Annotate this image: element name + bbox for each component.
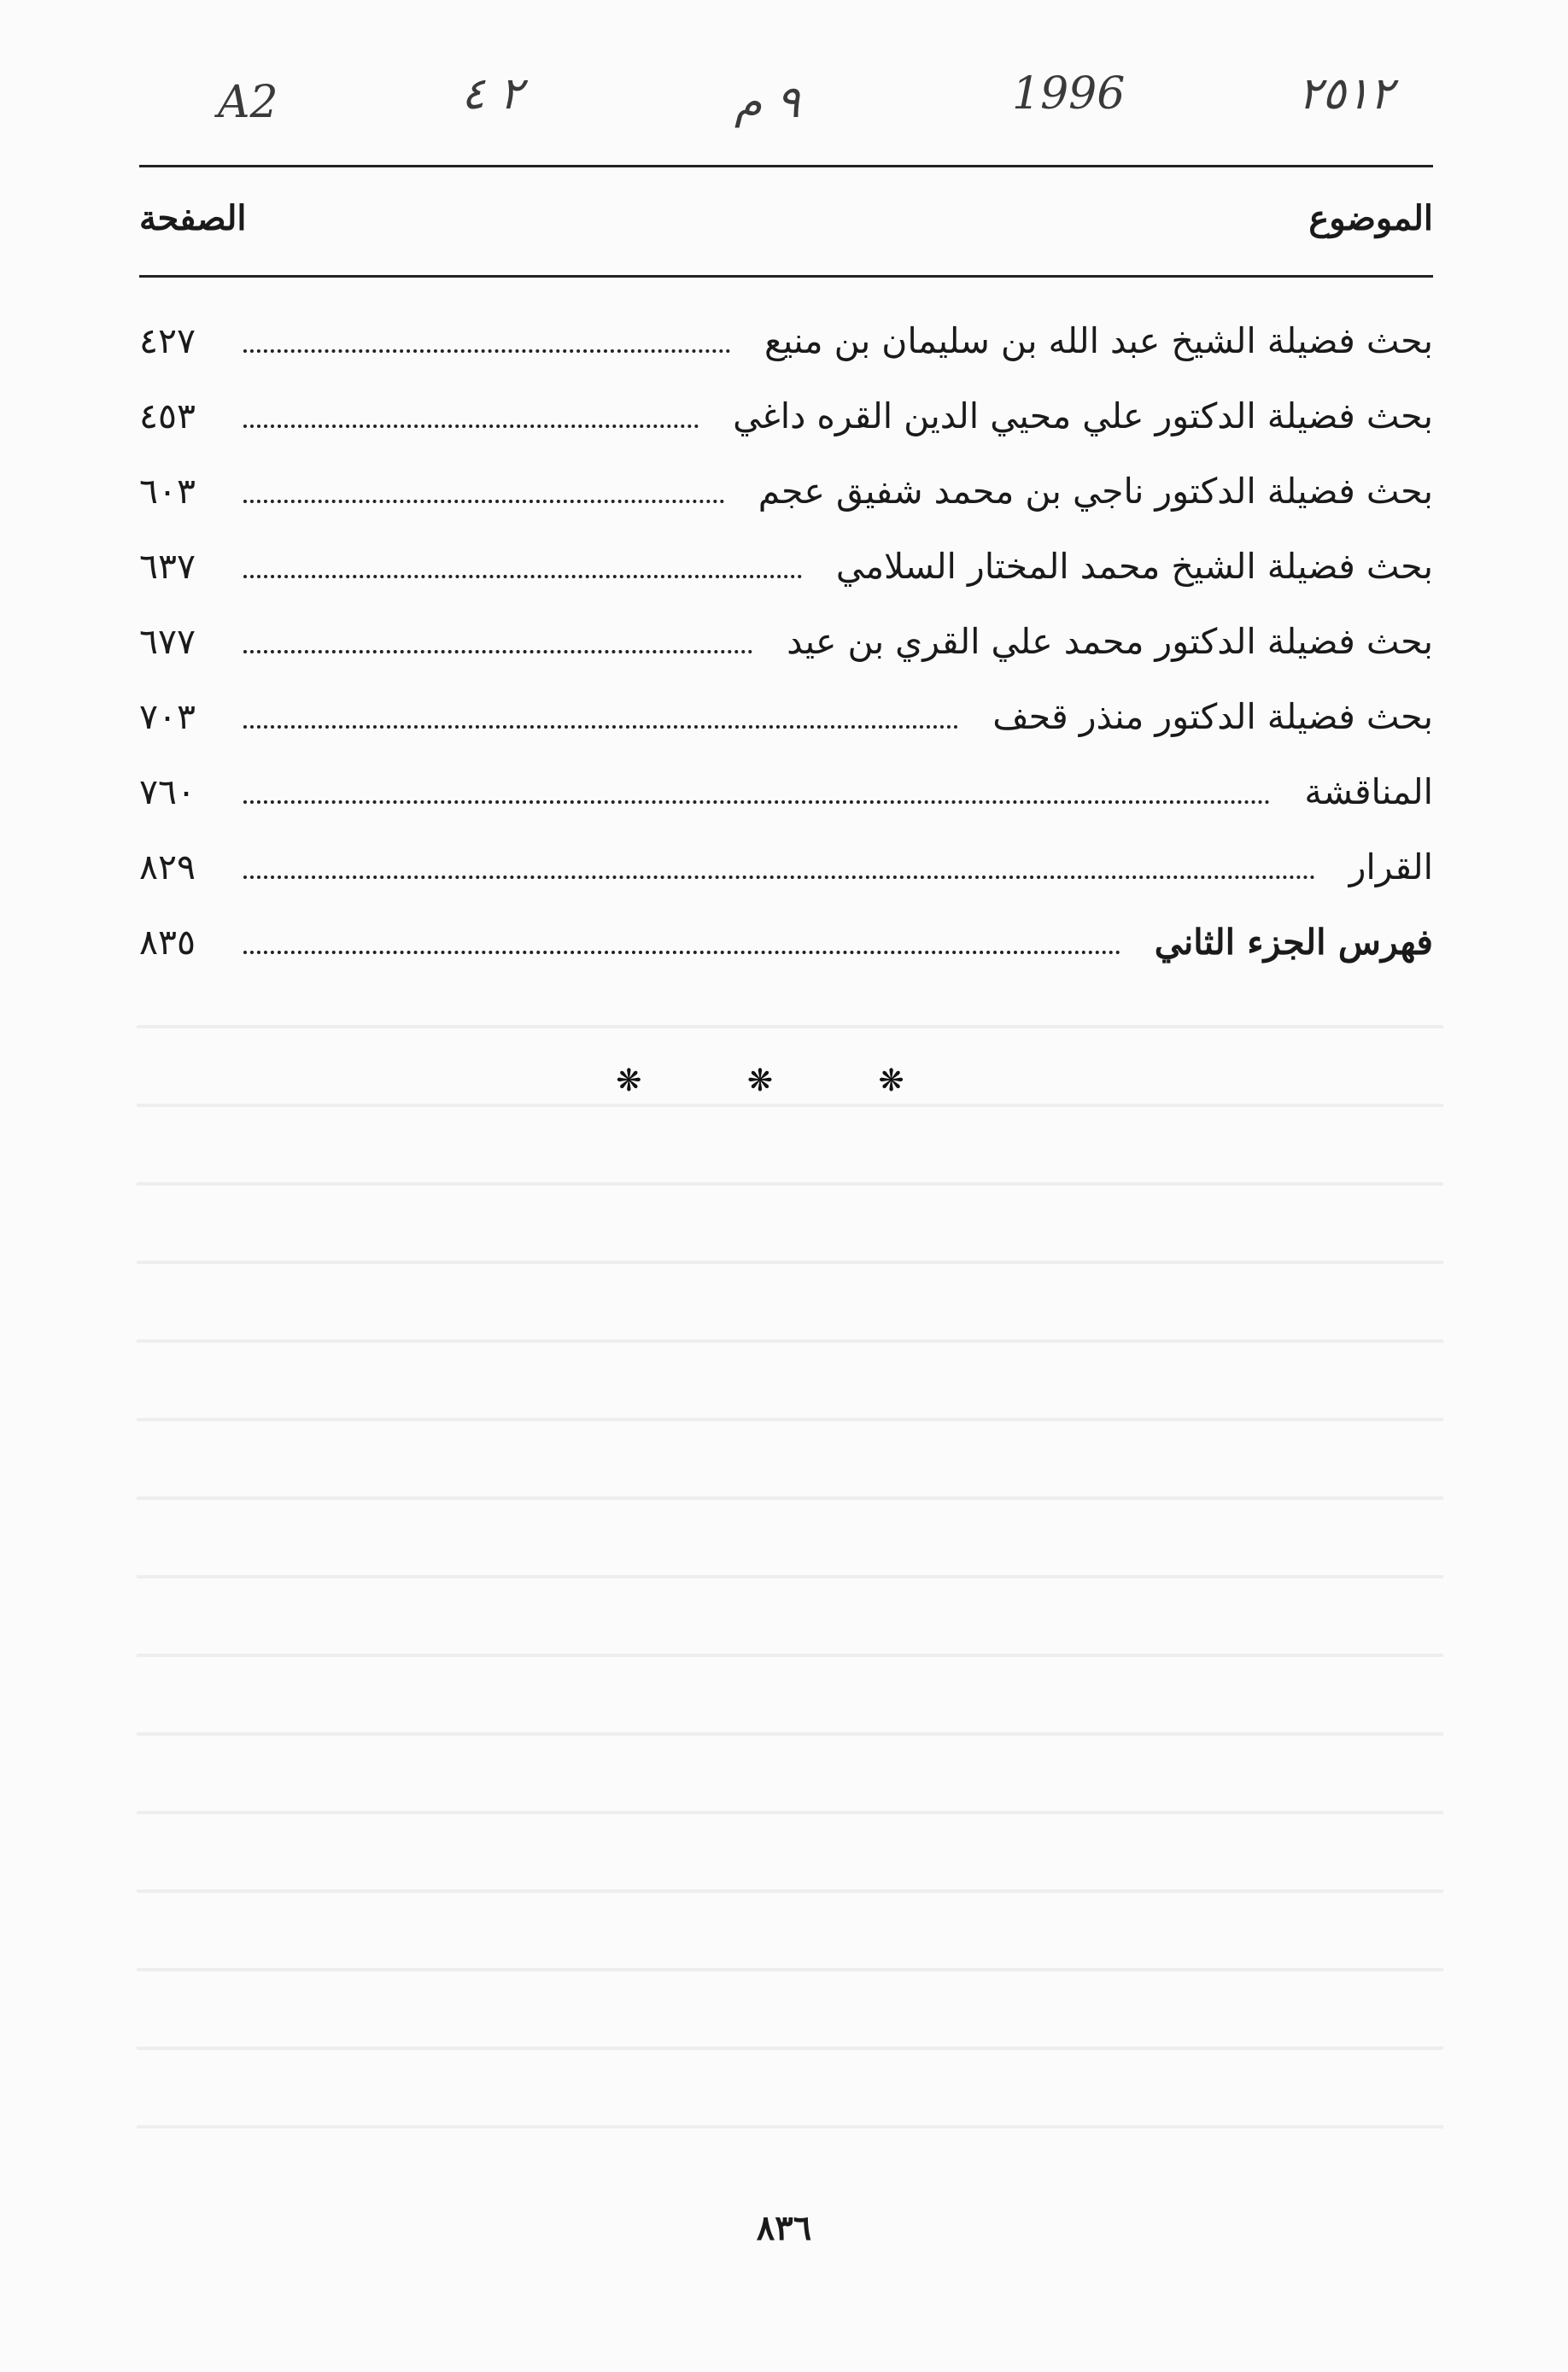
toc-entry <box>139 604 1433 679</box>
toc-entry-title: بحث فضيلة الدكتور منذر قحف <box>992 696 1433 737</box>
toc-entry-page: ٤٢٧ <box>139 320 196 361</box>
handwritten-number: ٢٥١٢ <box>1298 68 1394 120</box>
toc-entry-page: ٨٢٩ <box>139 846 196 887</box>
toc-header <box>139 190 1433 258</box>
toc-entry-page: ٦٠٣ <box>139 471 196 512</box>
toc-entry-title: القرار <box>1349 846 1433 887</box>
header-rule <box>139 275 1433 278</box>
toc-leader-dots <box>243 349 730 353</box>
toc-leader-dots <box>243 425 699 428</box>
top-rule <box>139 165 1433 167</box>
toc-entry <box>139 303 1433 378</box>
toc-entry-title: بحث فضيلة الشيخ عبد الله بن سليمان بن منيع <box>764 320 1433 361</box>
toc-entry <box>139 754 1433 829</box>
subject-column-label: الموضوع <box>1308 198 1433 238</box>
toc-leader-dots <box>243 575 802 578</box>
toc-entry <box>139 829 1433 905</box>
toc-leader-dots <box>243 725 958 729</box>
toc-entry-page: ٧٠٣ <box>139 696 196 737</box>
toc-entry <box>139 529 1433 604</box>
bleed-through-texture <box>137 965 1443 2152</box>
toc-entry-page: ٦٧٧ <box>139 621 196 662</box>
handwritten-month: ٩ م <box>734 77 800 128</box>
toc-entry-title: فهرس الجزء الثاني <box>1154 922 1433 963</box>
page-column-label: الصفحة <box>139 198 247 238</box>
page-number: ٨٣٦ <box>756 2208 812 2248</box>
handwritten-day: ٢ ٤ <box>461 68 524 120</box>
toc-entry-page: ٨٣٥ <box>139 922 196 963</box>
toc-leader-dots <box>243 500 724 503</box>
handwritten-annotation <box>0 68 1568 162</box>
handwritten-code: A2 <box>218 77 278 128</box>
toc-entry-title: بحث فضيلة الدكتور ناجي بن محمد شفيق عجم <box>758 471 1433 512</box>
toc-leader-dots <box>243 876 1315 879</box>
section-separator: ❋ ❋ ❋ <box>616 1063 952 1098</box>
toc-entry-page: ٦٣٧ <box>139 546 196 587</box>
toc-entry <box>139 679 1433 754</box>
toc-entry-title: المناقشة <box>1304 771 1433 812</box>
handwritten-year: 1996 <box>1012 68 1126 120</box>
toc-entry <box>139 454 1433 529</box>
toc-entry-title: بحث فضيلة الدكتور محمد علي القري بن عيد <box>787 621 1433 662</box>
table-of-contents <box>139 303 1433 980</box>
toc-entry-page: ٧٦٠ <box>139 771 196 812</box>
toc-leader-dots <box>243 800 1270 804</box>
toc-leader-dots <box>243 650 752 653</box>
toc-leader-dots <box>243 951 1120 954</box>
toc-entry-title: بحث فضيلة الشيخ محمد المختار السلامي <box>835 546 1433 587</box>
toc-entry-page: ٤٥٣ <box>139 395 196 436</box>
toc-entry-title: بحث فضيلة الدكتور علي محيي الدين القره داغي <box>733 395 1433 436</box>
toc-entry <box>139 378 1433 454</box>
